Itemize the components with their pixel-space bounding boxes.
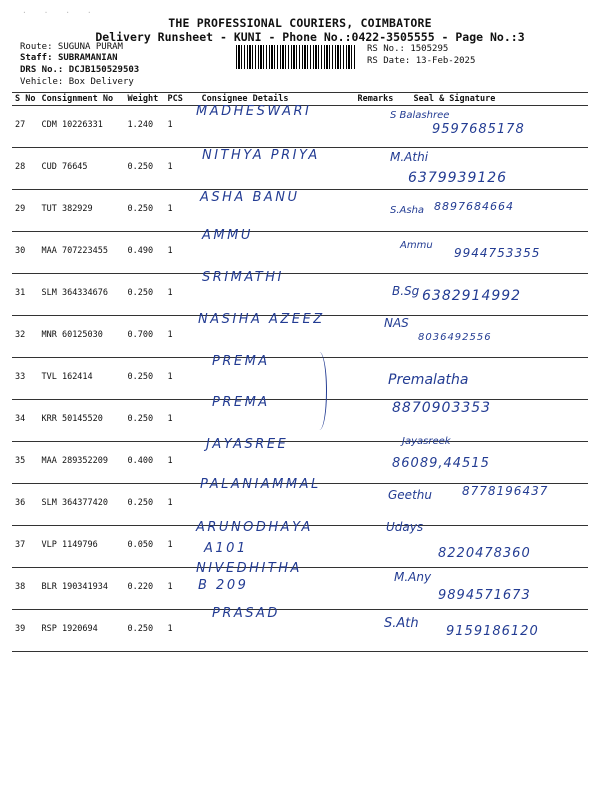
rs-date: RS Date: 13-Feb-2025	[367, 56, 476, 66]
cell-consignment: CUD 76645	[38, 148, 124, 190]
cell-sno: 33	[12, 358, 38, 400]
cell-consignment: MAA 289352209	[38, 442, 124, 484]
rs-number: RS No.: 1505295	[367, 44, 449, 54]
cell-consignment: BLR 190341934	[38, 568, 124, 610]
cell-sno: 27	[12, 106, 38, 148]
col-weight: Weight	[124, 93, 164, 106]
cell-consignment: CDM 10226331	[38, 106, 124, 148]
signature: Premalatha	[388, 372, 469, 388]
cell-weight: 0.250	[124, 358, 164, 400]
signature: S.Asha	[390, 205, 425, 216]
cell-weight: 0.250	[124, 400, 164, 442]
handwritten-consignee: PRASAD	[212, 606, 280, 621]
handwritten-consignee: ASHA BANU	[200, 190, 300, 205]
col-consignment: Consignment No	[38, 93, 124, 106]
vehicle-info: Vehicle: Box Delivery	[20, 77, 134, 87]
signature-phone: 8036492556	[418, 332, 492, 343]
cell-sno: 37	[12, 526, 38, 568]
cell-weight: 0.220	[124, 568, 164, 610]
handwritten-consignee: NASIHA AZEEZ	[198, 312, 325, 327]
handwritten-consignee: PALANIAMMAL	[200, 477, 321, 492]
cell-consignment: SLM 364334676	[38, 274, 124, 316]
cell-pcs: 1	[164, 190, 198, 232]
col-consignee: Consignee Details	[198, 93, 354, 106]
signature: S.Ath	[384, 616, 419, 631]
cell-pcs: 1	[164, 568, 198, 610]
cell-pcs: 1	[164, 442, 198, 484]
handwritten-consignee: AMMU	[202, 228, 253, 243]
cell-weight: 0.250	[124, 190, 164, 232]
signature-phone: 8220478360	[438, 546, 531, 561]
drs-label: DRS No.:	[20, 65, 64, 75]
cell-weight: 0.050	[124, 526, 164, 568]
cell-sno: 36	[12, 484, 38, 526]
cell-weight: 0.700	[124, 316, 164, 358]
cell-consignment: TUT 382929	[38, 190, 124, 232]
col-pcs: PCS	[164, 93, 198, 106]
cell-weight: 0.400	[124, 442, 164, 484]
col-sno: S No	[12, 93, 38, 106]
staff-label: Staff:	[20, 53, 53, 63]
cell-pcs: 1	[164, 106, 198, 148]
cell-sno: 39	[12, 610, 38, 652]
cell-pcs: 1	[164, 274, 198, 316]
scan-marks: · · · ·	[22, 8, 98, 17]
cell-weight: 0.250	[124, 610, 164, 652]
signature-phone: 9597685178	[432, 122, 525, 137]
signature: Udays	[386, 520, 424, 534]
signature: M.Any	[394, 570, 432, 584]
route-info: Route: SUGUNA PURAM	[20, 42, 123, 52]
signature: M.Athi	[390, 150, 429, 164]
cell-weight: 0.250	[124, 484, 164, 526]
table-row	[12, 358, 588, 400]
cell-sno: 32	[12, 316, 38, 358]
signature-phone: 9894571673	[438, 588, 531, 603]
handwritten-consignee-line2: A101	[204, 541, 248, 556]
cell-consignment: TVL 162414	[38, 358, 124, 400]
col-signature: Seal & Signature	[410, 93, 588, 106]
cell-consignment: MAA 707223455	[38, 232, 124, 274]
handwritten-consignee: SRIMATHI	[202, 270, 284, 285]
cell-pcs: 1	[164, 358, 198, 400]
table-row	[12, 400, 588, 442]
cell-sno: 38	[12, 568, 38, 610]
handwritten-consignee: JAYASREE	[206, 437, 289, 452]
drs-info	[20, 65, 139, 76]
signature-phone: 9159186120	[446, 624, 539, 639]
cell-consignment: SLM 364377420	[38, 484, 124, 526]
signature: S Balashree	[390, 110, 450, 121]
cell-sno: 31	[12, 274, 38, 316]
signature: Geethu	[388, 488, 432, 502]
cell-pcs: 1	[164, 232, 198, 274]
cell-pcs: 1	[164, 316, 198, 358]
cell-weight: 0.250	[124, 148, 164, 190]
handwritten-consignee: ARUNODHAYA	[196, 520, 313, 535]
signature-phone: 6382914992	[422, 288, 522, 304]
cell-consignment: MNR 60125030	[38, 316, 124, 358]
signature-phone: 8870903353	[392, 400, 492, 416]
cell-consignment: RSP 1920694	[38, 610, 124, 652]
bracket-mark	[312, 352, 327, 430]
drs-value: DCJB150529503	[68, 65, 140, 75]
cell-weight: 0.250	[124, 274, 164, 316]
signature-phone: 8897684664	[434, 200, 514, 213]
cell-sno: 30	[12, 232, 38, 274]
cell-pcs: 1	[164, 148, 198, 190]
cell-sno: 28	[12, 148, 38, 190]
cell-pcs: 1	[164, 400, 198, 442]
handwritten-consignee: MADHESWARI	[196, 104, 312, 119]
signature-phone: 9944753355	[454, 246, 541, 260]
handwritten-consignee: NITHYA PRIYA	[202, 148, 320, 163]
cell-pcs: 1	[164, 526, 198, 568]
signature: Jayasreek	[402, 436, 451, 447]
staff-value: SUBRAMANIAN	[57, 53, 118, 63]
cell-remarks	[354, 232, 410, 274]
signature-phone: 86089,44515	[392, 456, 490, 471]
signature-phone: 6379939126	[408, 170, 508, 186]
company-title: THE PROFESSIONAL COURIERS, COIMBATORE	[168, 16, 432, 30]
handwritten-consignee: PREMA	[212, 395, 270, 410]
cell-sno: 29	[12, 190, 38, 232]
cell-sno: 34	[12, 400, 38, 442]
handwritten-consignee: PREMA	[212, 354, 270, 369]
cell-weight: 0.490	[124, 232, 164, 274]
signature: B.Sg	[392, 284, 420, 298]
handwritten-consignee-line2: B 209	[198, 578, 249, 593]
barcode	[236, 45, 356, 69]
signature-phone: 8778196437	[462, 484, 549, 498]
cell-consignment: VLP 1149796	[38, 526, 124, 568]
cell-consignment: KRR 50145520	[38, 400, 124, 442]
cell-pcs: 1	[164, 610, 198, 652]
signature: Ammu	[400, 240, 433, 251]
col-remarks: Remarks	[354, 93, 410, 106]
handwritten-consignee: NIVEDHITHA	[196, 561, 302, 576]
runsheet-title: Delivery Runsheet - KUNI - Phone No.:0422-3505555 - Page No.:3	[95, 30, 525, 44]
staff-info	[20, 53, 118, 64]
signature: NAS	[384, 316, 409, 330]
cell-weight: 1.240	[124, 106, 164, 148]
cell-pcs: 1	[164, 484, 198, 526]
cell-sno: 35	[12, 442, 38, 484]
